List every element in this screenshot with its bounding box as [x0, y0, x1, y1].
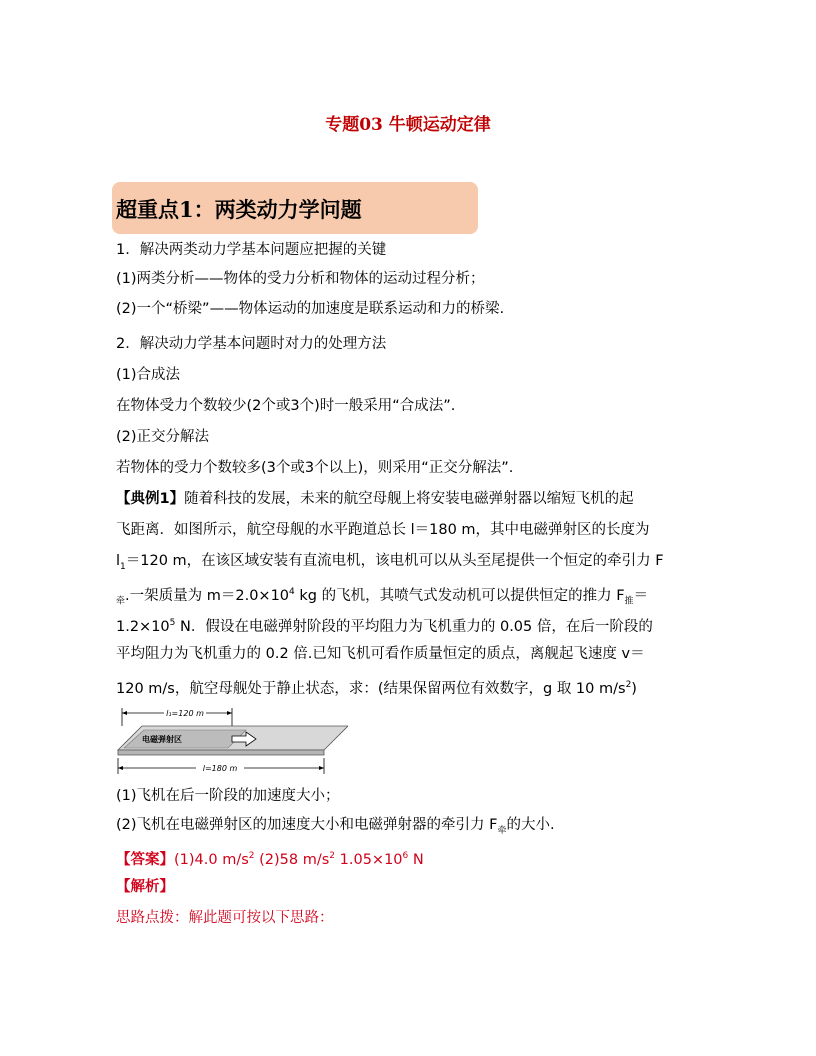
text-span: 120 m/s，航空母舰处于静止状态，求：(结果保留两位有效数字，g 取 10 m/s: [116, 680, 626, 697]
example-line: [116, 551, 664, 577]
hint-line: 思路点拨：解此题可按以下思路：: [116, 910, 334, 926]
question-line: (1)飞机在后一阶段的加速度大小；: [116, 788, 340, 804]
launch-zone-label: 电磁弹射区: [142, 735, 182, 744]
text-span: kg 的飞机，其喷气式发动机可以提供恒定的推力 F: [294, 587, 625, 604]
superscript: 4: [289, 587, 295, 597]
text-span: ): [631, 680, 637, 697]
text-span: .一架质量为 m＝2.0×10: [125, 587, 290, 604]
text-line: 若物体的受力个数较多(3个或3个以上)，则采用“正交分解法”.: [116, 460, 514, 476]
analysis-heading: 【解析】: [116, 879, 174, 895]
arrowhead: [319, 766, 324, 770]
text-line: 在物体受力个数较少(2个或3个)时一般采用“合成法”.: [116, 398, 456, 414]
example-line: [116, 489, 634, 509]
answer-text: (2)58 m/s: [254, 851, 330, 868]
bottom-dimension-label: l=180 m: [202, 764, 238, 773]
answer-line: [116, 846, 424, 870]
example-text: 随着科技的发展，未来的航空母舰上将安装电磁弹射器以缩短飞机的起: [184, 491, 634, 507]
superscript: 2: [625, 680, 632, 690]
example-tag: 【典例1】: [116, 491, 185, 507]
question-line: [116, 815, 555, 841]
text-line: (1)合成法: [116, 367, 181, 383]
text-span: (2)飞机在电磁弹射区的加速度大小和电磁弹射器的牵引力 F: [116, 817, 498, 833]
subscript: 推: [624, 596, 634, 607]
answer-text: 1.05×10: [335, 851, 403, 868]
text-span: ＝120 m，在该区域安装有直流电机，该电机可以从头至尾提供一个恒定的牵引力 F: [125, 553, 664, 569]
arrowhead: [118, 766, 123, 770]
example-line: 平均阻力为飞机重力的 0.2 倍.已知飞机可看作质量恒定的质点，离舰起飞速度 v＝: [116, 646, 645, 662]
example-line: [116, 613, 653, 637]
runway-figure: [116, 706, 348, 776]
superscript: 2: [329, 851, 336, 861]
superscript: 6: [402, 851, 409, 861]
text-line: 1．解决两类动力学基本问题应把握的关键: [116, 242, 387, 258]
text-span: N．假设在电磁弹射阶段的平均阻力为飞机重力的 0.05 倍，在后一阶段的: [175, 618, 653, 635]
section-title: 超重点1：两类动力学问题: [116, 197, 362, 222]
text-line: (2)正交分解法: [116, 429, 210, 445]
text-span: 的大小.: [506, 817, 555, 833]
text-span: l: [116, 553, 121, 569]
page-title: 专题03 牛顿运动定律: [325, 115, 491, 135]
answer-tag: 【答案】: [116, 851, 174, 868]
subscript: 牵: [497, 825, 507, 836]
example-line: 飞距离．如图所示，航空母舰的水平跑道总长 l＝180 m，其中电磁弹射区的长度为: [116, 522, 650, 538]
example-line: [116, 675, 637, 699]
text-line: 2．解决动力学基本问题时对力的处理方法: [116, 336, 387, 352]
text-line: (2)一个“桥梁”——物体运动的加速度是联系运动和力的桥梁.: [116, 301, 505, 317]
answer-text: (1)4.0 m/s: [174, 851, 249, 868]
subscript: 1: [120, 561, 126, 572]
runway-side: [118, 750, 324, 755]
arrowhead: [122, 711, 127, 715]
text-span: ＝: [633, 587, 649, 604]
subscript: 牵: [116, 596, 126, 607]
text-line: (1)两类分析——物体的受力分析和物体的运动过程分析；: [116, 271, 485, 287]
text-span: 1.2×10: [116, 618, 170, 635]
arrowhead: [227, 711, 232, 715]
example-line: [116, 582, 648, 612]
top-dimension-label: l₁=120 m: [166, 709, 204, 718]
superscript: 2: [248, 851, 255, 861]
superscript: 5: [169, 618, 176, 628]
answer-text: N: [408, 851, 424, 868]
